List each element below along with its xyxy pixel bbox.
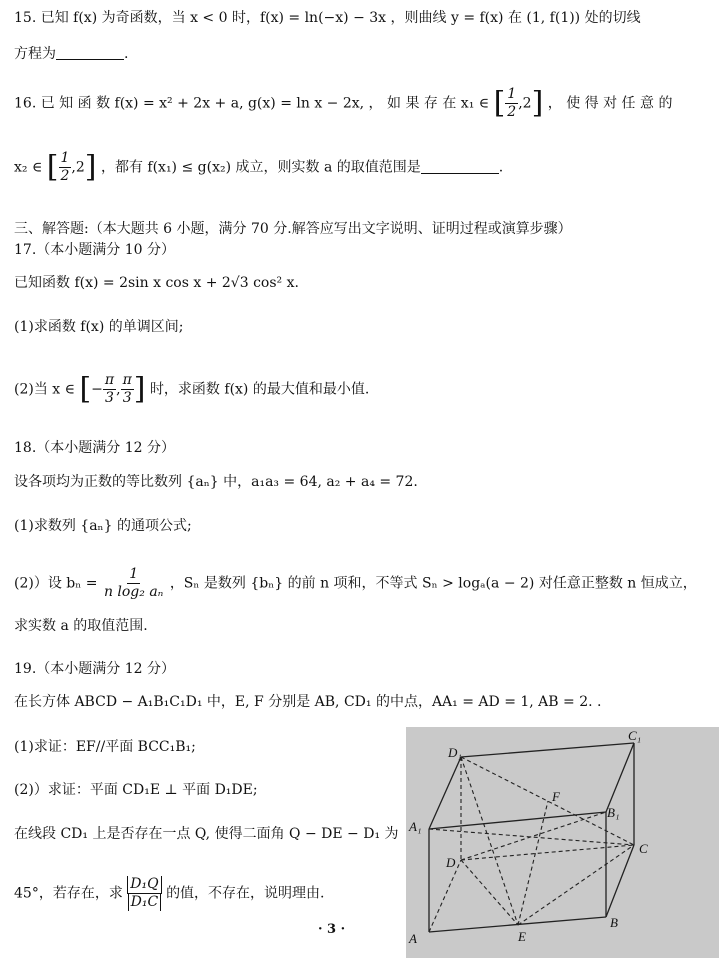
edge-D-C [461,845,634,860]
q19-title: 19.（本小题满分 12 分） [14,661,175,677]
q19-part3-line2: 45°，若存在，求 $\frac{\text{D₁Q}}{\text{D₁C}}$ 的值，不存在，说明理由. [14,876,325,910]
page-number: · 3 · [318,922,346,937]
cuboid-figure [406,727,719,958]
q19-stem: 在长方体 ABCD − A₁B₁C₁D₁ 中，E, F 分别是 AB, CD₁ 的中点，AA₁ = AD = 1, AB = 2. . [14,694,602,710]
q16-line1-suffix: ， 使 得 对 任 意 的 [547,95,673,112]
q17-part1: (1)求函数 f(x) 的单调区间; [14,319,184,335]
q18-part2-line2: 求实数 a 的取值范围. [14,618,148,634]
q18-part1: (1)求数列 {aₙ} 的通项公式; [14,518,192,534]
q19-part3-line1: 在线段 CD₁ 上是否存在一点 Q, 使得二面角 Q − DE − D₁ 为 [14,826,399,842]
q16-interval1-frac: $\frac{1}{2}$ [507,86,517,120]
label-F: F [552,789,560,804]
q17-stem: 已知函数 f(x) = 2sin x cos x + 2√3 cos² x. [14,275,299,291]
q17-frac-left: $\frac{\pi}{3}$ [104,372,115,406]
q18-title: 18.（本小题满分 12 分） [14,440,175,456]
q18-part2: (2)）设 bₙ = $\frac{1}{\text{n log₂ aₙ}}$ ，Sₙ 是数列 {bₙ} 的前 n 项和，不等式 Sₙ > logₐ(a − 2) 对任意正整数 n 恒成立， [14,566,697,600]
label-C1: C₁ [628,728,642,743]
edge-B-C [606,845,634,917]
line-D-E [461,860,518,925]
edge-B1-C1 [606,743,634,812]
q15-line2-prefix: 方程为 [14,46,56,62]
q15-answer-blank [56,45,124,60]
label-D: D [446,855,456,870]
q16-line1: 16. 已 知 函 数 f(x) = x² + 2x + a, g(x) = ln x − 2x, ， 如 果 存 在 x₁ ∈ [ $\frac{1}{2}$ ,2] ， 使 得 对 任 意 的 [14,85,673,121]
line-D1-E [461,757,518,925]
q19-ratio-frac: $\frac{\text{D₁Q}}{\text{D₁C}}$ [127,876,161,911]
q17-part2: (2)当 x ∈ [− $\frac{\pi}{3}$ , $\frac{\pi}{3}$ ] 时，求函数 f(x) 的最大值和最小值. [14,371,370,407]
label-A1: A₁ [409,819,422,834]
edge-A1-D1 [429,757,461,829]
q18-stem: 设各项均为正数的等比数列 {aₙ} 中，a₁a₃ = 64, a₂ + a₄ = 72. [14,474,418,490]
q16-line1-text: 16. 已 知 函 数 f(x) = x² + 2x + a, g(x) = ln x − 2x, ， 如 果 存 在 x₁ ∈ [14,95,490,112]
q15-line2-suffix: . [124,46,129,62]
q15-line1: 15. 已知 f(x) 为奇函数，当 x < 0 时，f(x) = ln(−x) − 3x ，则曲线 y = f(x) 在 (1, f(1)) 处的切线 [14,10,641,26]
q17-title: 17.（本小题满分 10 分） [14,242,175,258]
q17-frac-right: $\frac{\pi}{3}$ [122,372,132,406]
edge-D1-C1 [461,743,634,757]
q15-line2 [14,44,128,64]
q16-interval2-frac: $\frac{1}{2}$ [60,150,70,184]
line-E-C [518,845,634,925]
label-C: C [639,841,648,856]
section3-heading: 三、解答题:（本大题共 6 小题，满分 70 分.解答应写出文字说明、证明过程或演算步骤） [14,221,572,237]
label-E: E [518,929,526,944]
q18-frac-bn: $\frac{1}{\text{n log₂ aₙ}}$ [103,566,164,600]
q16-line2: x₂ ∈ [ $\frac{1}{2}$ ,2] ，都有 f(x₁) ≤ g(x₂) 成立，则实数 a 的取值范围是 . [14,149,504,185]
label-B1: B₁ [607,805,620,820]
q19-part2: (2)）求证：平面 CD₁E ⊥ 平面 D₁DE; [14,782,258,798]
label-B: B [610,915,618,930]
q19-part1: (1)求证：EF//平面 BCC₁B₁; [14,739,196,755]
label-A: A [409,931,417,946]
q16-answer-blank [421,159,499,174]
edge-A-D [429,860,461,932]
edge-A1-B1 [429,812,606,829]
line-A1-C [429,829,634,845]
label-D1: D₁ [448,745,462,760]
cuboid-diagram [406,727,719,958]
